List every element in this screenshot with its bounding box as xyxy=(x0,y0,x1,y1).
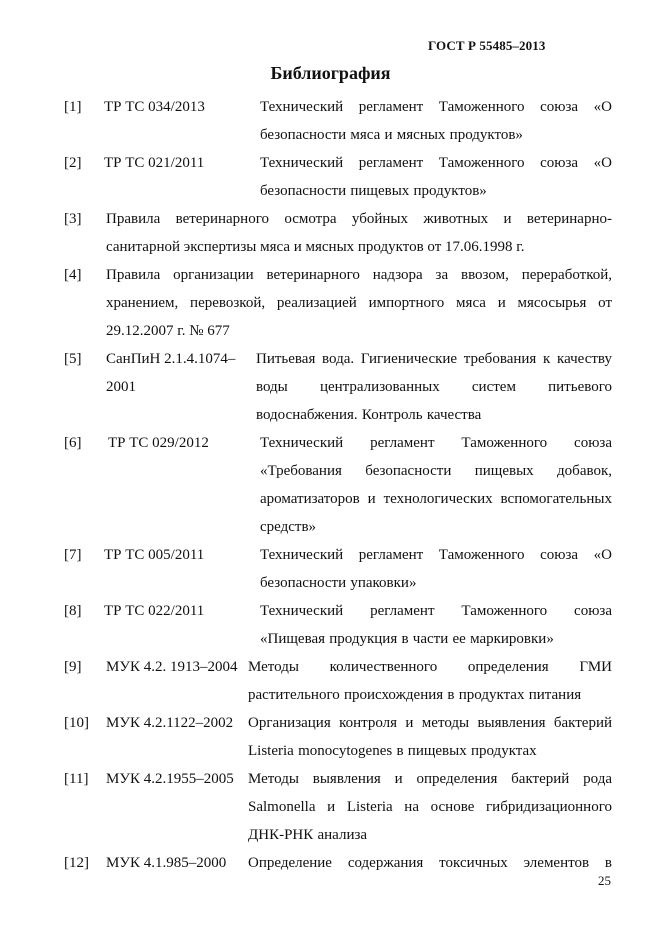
entry-number: [12] xyxy=(64,855,89,871)
entry-number: [5] xyxy=(64,351,82,367)
bibliography-entry xyxy=(0,765,661,849)
entry-title: Методы количественного определения ГМИ растительного происхождения в продуктах питания xyxy=(248,659,612,703)
entry-code: МУК 4.2.1122–2002 xyxy=(106,715,234,731)
bibliography-entry xyxy=(0,541,661,597)
bibliography-entry xyxy=(0,597,661,653)
bibliography-list xyxy=(0,93,661,877)
entry-number: [9] xyxy=(64,659,82,675)
entry-title: Технический регламент Таможенного союза «О безопасности упаковки» xyxy=(260,547,612,591)
entry-title: Технический регламент Таможенного союза «Пищевая продукция в части ее маркировки» xyxy=(260,603,612,647)
entry-title: Организация контроля и методы выявления бактерий Listeria monocytogenes в пищевых продуктах xyxy=(248,715,612,759)
entry-code: ТР ТС 021/2011 xyxy=(104,155,205,171)
bibliography-entry xyxy=(0,93,661,149)
entry-code: ТР ТС 005/2011 xyxy=(104,547,205,563)
standard-designation: ГОСТ Р 55485–2013 xyxy=(428,38,546,53)
entry-code: ТР ТС 022/2011 xyxy=(104,603,205,619)
entry-number: [6] xyxy=(64,435,82,451)
entry-number: [3] xyxy=(64,211,82,227)
page-number: 25 xyxy=(598,873,611,888)
entry-code: ТР ТС 034/2013 xyxy=(104,99,205,115)
entry-title: Определение содержания токсичных элементов в xyxy=(248,855,612,871)
entry-title: Технический регламент Таможенного союза «Требования безопасности пищевых добавок, ароматизаторов и технологических вспомогательных средств» xyxy=(260,435,612,535)
entry-number: [7] xyxy=(64,547,82,563)
page-title: Библиография xyxy=(270,63,391,83)
bibliography-entry xyxy=(0,429,661,541)
entry-code: МУК 4.2.1955–2005 xyxy=(106,771,234,787)
entry-title: Технический регламент Таможенного союза «О безопасности пищевых продуктов» xyxy=(260,155,612,199)
entry-code: МУК 4.1.985–2000 xyxy=(106,855,227,871)
bibliography-entry xyxy=(0,849,661,877)
entry-number: [11] xyxy=(64,771,89,787)
bibliography-entry xyxy=(0,205,661,261)
entry-number: [8] xyxy=(64,603,82,619)
entry-code: СанПиН 2.1.4.1074–2001 xyxy=(106,351,236,395)
entry-title: Питьевая вода. Гигиенические требования к качеству воды централизованных систем питьевого водоснабжения. Контроль качества xyxy=(256,351,612,423)
bibliography-entry xyxy=(0,149,661,205)
bibliography-entry xyxy=(0,345,661,429)
entry-number: [4] xyxy=(64,267,82,283)
entry-title: Правила организации ветеринарного надзора за ввозом, переработкой, хранением, перевозкой, реализацией импортного мяса и мясосырья от 29.12.2007 г. № 677 xyxy=(106,267,612,339)
entry-code: ТР ТС 029/2012 xyxy=(108,435,209,451)
entry-title: Правила ветеринарного осмотра убойных животных и ветеринарно-санитарной экспертизы мяса и мясных продуктов от 17.06.1998 г. xyxy=(106,211,612,255)
bibliography-entry xyxy=(0,653,661,709)
entry-number: [2] xyxy=(64,155,82,171)
entry-number: [1] xyxy=(64,99,82,115)
entry-title: Технический регламент Таможенного союза «О безопасности мяса и мясных продуктов» xyxy=(260,99,612,143)
entry-number: [10] xyxy=(64,715,89,731)
bibliography-entry xyxy=(0,261,661,345)
bibliography-entry xyxy=(0,709,661,765)
entry-code: МУК 4.2. 1913–2004 xyxy=(106,659,238,675)
entry-title: Методы выявления и определения бактерий рода Salmonella и Listeria на основе гибридизационного ДНК-РНК анализа xyxy=(248,771,612,843)
